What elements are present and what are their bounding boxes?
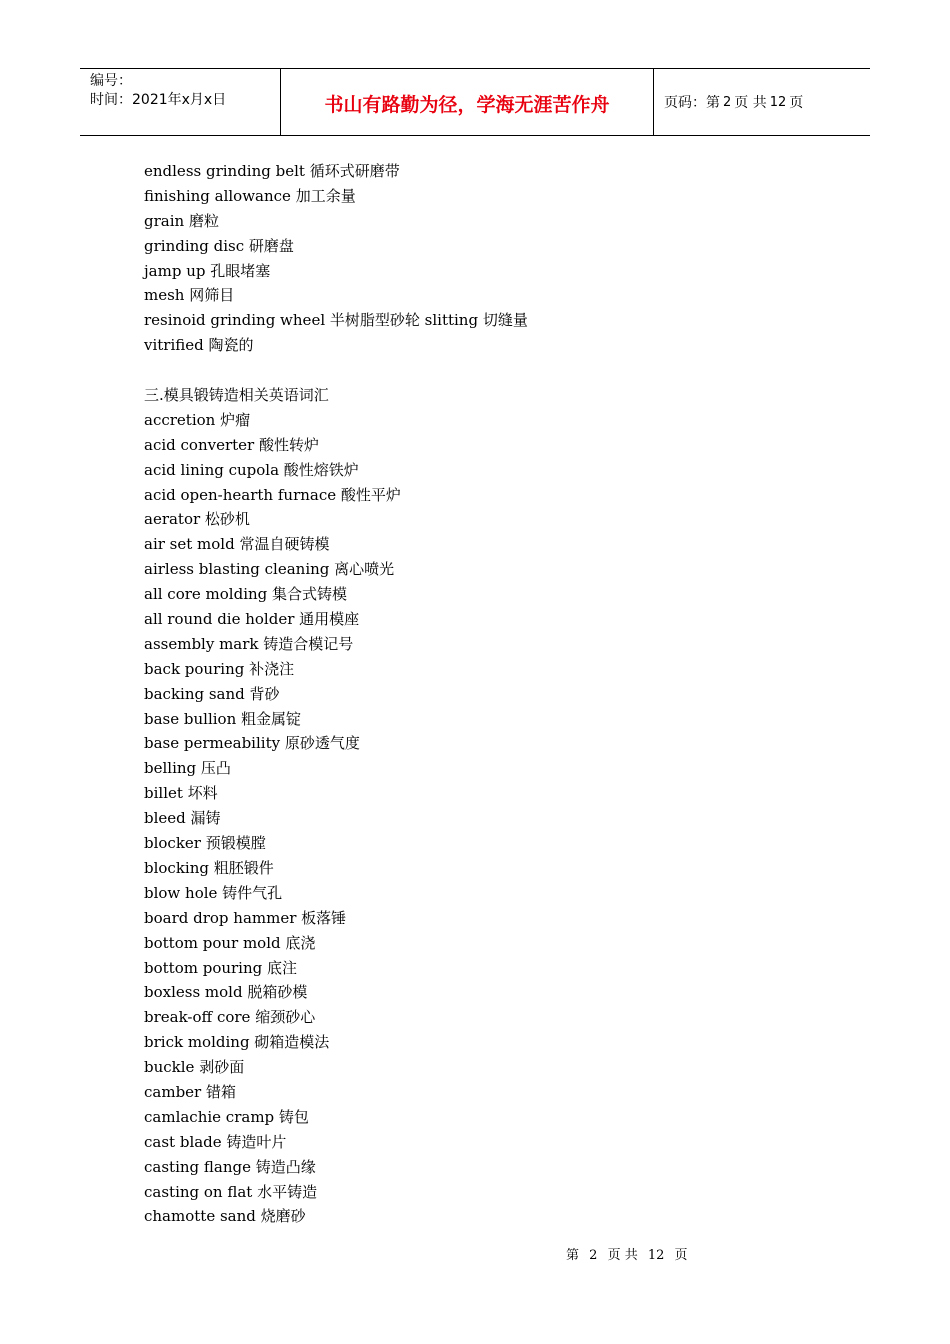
term-entry: boxless mold 脱箱砂模	[144, 983, 308, 1002]
page-total: 12	[769, 94, 787, 110]
term-entry: bottom pour mold 底浇	[144, 933, 316, 952]
term-entry: endless grinding belt 循环式研磨带	[144, 162, 400, 180]
footer-total: 12	[647, 1248, 665, 1263]
term-entry: mesh 网筛目	[144, 286, 235, 305]
term-entry: vitrified 陶瓷的	[144, 336, 254, 355]
footer-prefix: 第	[566, 1248, 580, 1263]
term-entry: jamp up 孔眼堵塞	[144, 261, 271, 280]
term-entry: casting flange 铸造凸缘	[144, 1157, 316, 1176]
term-entry: airless blasting cleaning 离心喷光	[144, 560, 395, 579]
page-footer	[563, 1246, 691, 1266]
term-entry: brick molding 砌箱造模法	[144, 1033, 330, 1052]
header-motto: 书山有路勤为径，学海无涯苦作舟	[281, 69, 654, 135]
term-entry: all core molding 集合式铸模	[144, 585, 348, 604]
term-entry: camber 错箱	[144, 1082, 236, 1101]
casting-terms-list	[144, 408, 844, 1229]
term-entry: camlachie cramp 铸包	[144, 1107, 309, 1126]
term-entry: bleed 漏铸	[144, 809, 221, 828]
term-entry: bottom pouring 底注	[144, 958, 298, 977]
term-entry: blocking 粗胚锻件	[144, 858, 274, 877]
term-entry: finishing allowance 加工余量	[144, 186, 356, 205]
term-entry: blocker 预锻模膛	[144, 834, 266, 853]
term-entry: billet 坏料	[144, 784, 218, 803]
section-title: 三.模具锻铸造相关英语词汇	[144, 386, 329, 405]
term-entry: resinoid grinding wheel 半树脂型砂轮 slitting 切缝量	[144, 311, 528, 330]
page-current: 2	[723, 94, 732, 110]
term-entry: back pouring 补浇注	[144, 659, 295, 678]
header-page-info	[654, 69, 870, 135]
term-entry: assembly mark 铸造合模记号	[144, 634, 354, 653]
term-entry: grain 磨粒	[144, 211, 219, 230]
code-label: 编号：	[90, 73, 132, 89]
term-entry: belling 压凸	[144, 759, 231, 778]
term-entry: casting on flat 水平铸造	[144, 1182, 318, 1201]
term-entry: air set mold 常温自硬铸模	[144, 535, 330, 554]
term-entry: grinding disc 研磨盘	[144, 236, 294, 255]
page-header	[80, 68, 870, 136]
term-entry: base permeability 原砂透气度	[144, 734, 360, 753]
date-text: 时间：2021年x月x日	[90, 92, 227, 108]
footer-current: 2	[589, 1248, 598, 1263]
term-entry: backing sand 背砂	[144, 684, 280, 703]
term-entry: chamotte sand 烧磨砂	[144, 1207, 306, 1226]
term-entry: acid open-hearth furnace 酸性平炉	[144, 485, 401, 504]
term-entry: break-off core 缩颈砂心	[144, 1008, 316, 1027]
term-entry: all round die holder 通用模座	[144, 610, 360, 629]
term-entry: blow hole 铸件气孔	[144, 883, 283, 902]
term-entry: base bullion 粗金属锭	[144, 709, 302, 728]
grinding-terms-list	[144, 159, 844, 358]
term-entry: acid lining cupola 酸性熔铁炉	[144, 460, 359, 479]
page-mid: 页 共	[734, 95, 767, 111]
footer-suffix: 页	[674, 1248, 688, 1263]
term-entry: aerator 松砂机	[144, 510, 250, 529]
term-entry: acid converter 酸性转炉	[144, 435, 319, 454]
term-entry: cast blade 铸造叶片	[144, 1132, 287, 1151]
term-entry: board drop hammer 板落锤	[144, 908, 347, 927]
term-entry: accretion 炉瘤	[144, 410, 251, 429]
page-end: 页	[789, 95, 804, 111]
section-gap	[144, 358, 844, 383]
document-body	[144, 159, 844, 1229]
term-entry: buckle 剥砂面	[144, 1058, 245, 1077]
footer-mid: 页 共	[607, 1248, 638, 1263]
page-label: 页码：第	[664, 95, 720, 111]
header-meta	[80, 69, 281, 135]
